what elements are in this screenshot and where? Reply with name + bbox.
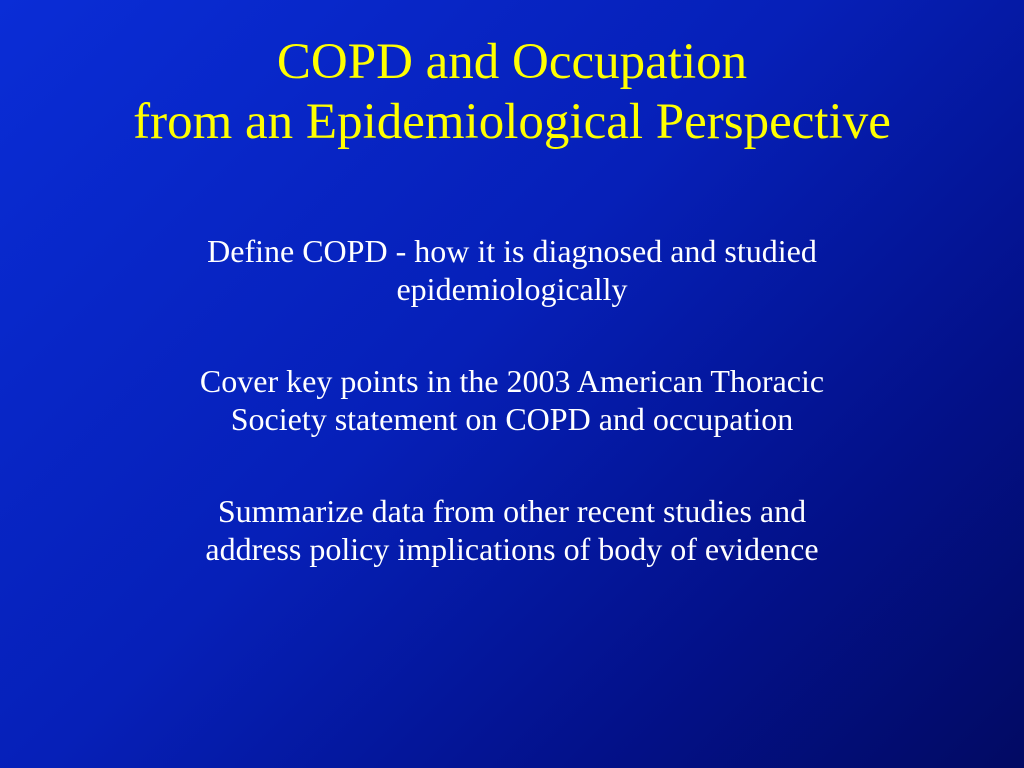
bullet-text-line: Summarize data from other recent studies and (217, 493, 807, 529)
bullet-text-line: Define COPD - how it is diagnosed and studied (207, 233, 817, 269)
slide-body (90, 232, 934, 568)
bullet-text-line: Cover key points in the 2003 American Thoracic (199, 363, 825, 399)
slide-title-line: from an Epidemiological Perspective (133, 94, 891, 150)
slide-title-line: COPD and Occupation (276, 34, 748, 90)
bullet-text-line: Society statement on COPD and occupation (230, 401, 794, 437)
bullet-summarize-data (90, 492, 934, 568)
bullet-define-copd (90, 232, 934, 308)
bullet-text-line: epidemiologically (396, 271, 628, 307)
slide-title (0, 32, 1024, 152)
bullet-ats-statement (90, 362, 934, 438)
bullet-text-line: address policy implications of body of evidence (205, 531, 819, 567)
